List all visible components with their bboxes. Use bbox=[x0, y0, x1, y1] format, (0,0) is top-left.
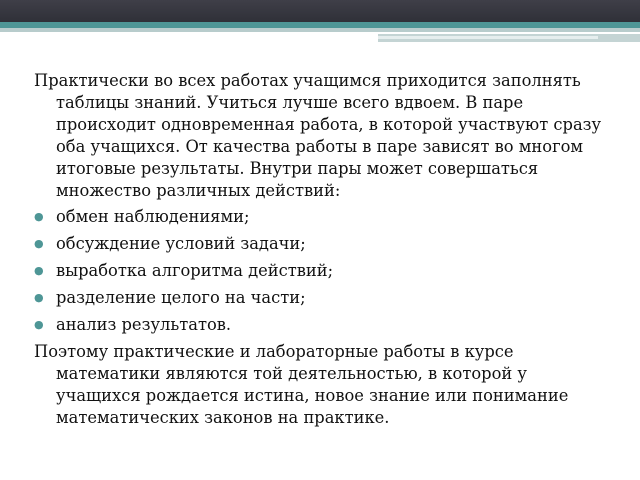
slide-content bbox=[34, 70, 614, 429]
list-item-text: разделение целого на части; bbox=[56, 288, 306, 307]
list-item bbox=[34, 287, 614, 309]
slide-accent-shadow bbox=[0, 28, 640, 32]
bullet-icon: ● bbox=[34, 237, 44, 250]
list-item bbox=[34, 314, 614, 336]
bullet-icon: ● bbox=[34, 264, 44, 277]
list-item-text: обсуждение условий задачи; bbox=[56, 234, 306, 253]
list-item-text: выработка алгоритма действий; bbox=[56, 261, 334, 280]
bullet-icon: ● bbox=[34, 210, 44, 223]
list-item-text: анализ результатов. bbox=[56, 315, 232, 334]
intro-paragraph: Практически во всех работах учащимся приходится заполнять таблицы знаний. Учиться лучше всего вдвоем. В паре происходит одновременная работа, в которой участвуют сразу оба учащихся. От качества работы в паре зависят во многом итоговые результаты. Внутри пары может совершаться множество различных действий: bbox=[34, 71, 602, 200]
bullet-icon: ● bbox=[34, 318, 44, 331]
conclusion-paragraph: Поэтому практические и лабораторные работы в курсе математики являются той деятельностью, в которой у учащихся рождается истина, новое знание или понимание математических законов на практике. bbox=[34, 342, 569, 427]
list-item-text: обмен наблюдениями; bbox=[56, 207, 250, 226]
list-item bbox=[34, 233, 614, 255]
list-item bbox=[34, 260, 614, 282]
actions-list bbox=[34, 206, 614, 336]
list-item bbox=[34, 206, 614, 228]
slide-header-bar bbox=[0, 0, 640, 22]
slide-accent-right-highlight bbox=[378, 36, 598, 39]
bullet-icon: ● bbox=[34, 291, 44, 304]
